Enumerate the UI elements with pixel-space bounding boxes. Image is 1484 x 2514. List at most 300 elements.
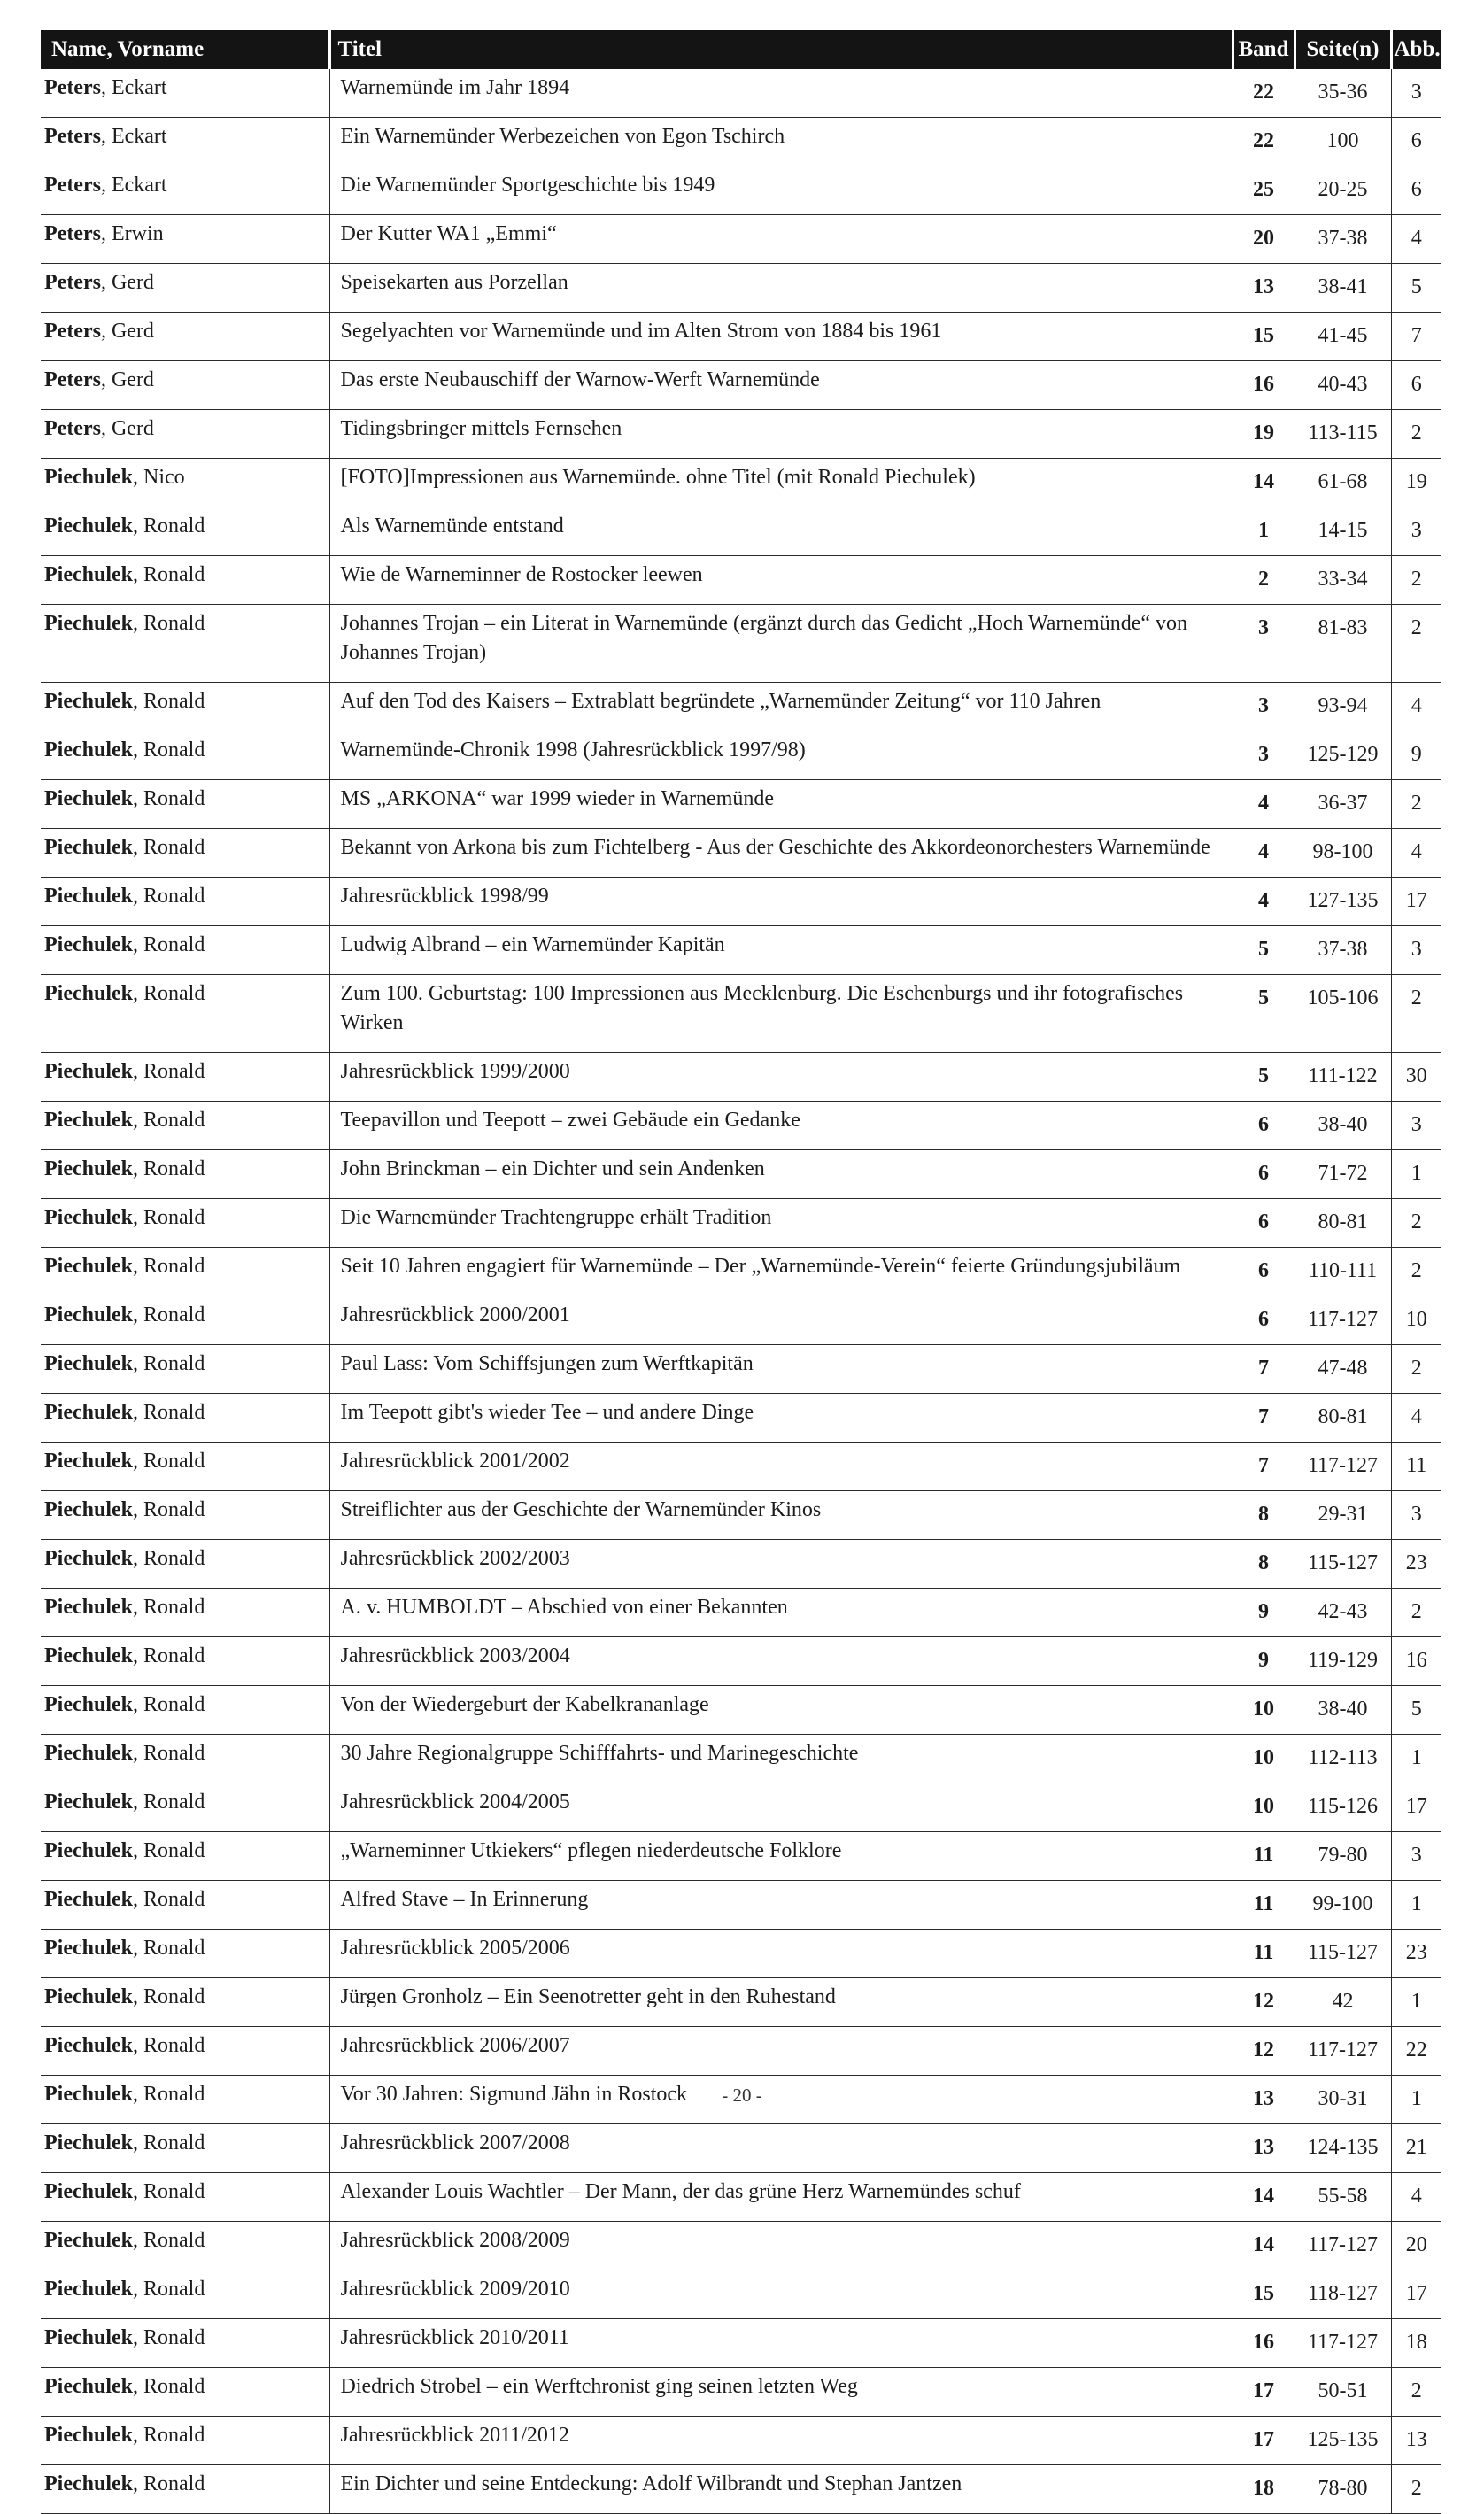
pages-cell: 41-45 xyxy=(1295,313,1391,361)
name-separator: , xyxy=(133,933,143,956)
author-first-name: Ronald xyxy=(143,1450,205,1473)
author-first-name: Ronald xyxy=(143,1157,205,1180)
table-row xyxy=(41,2417,1441,2465)
author-cell xyxy=(41,1345,329,1394)
table-row xyxy=(41,605,1441,683)
band-cell: 13 xyxy=(1233,2124,1295,2173)
figures-cell: 2 xyxy=(1391,975,1441,1053)
author-last-name: Piechulek xyxy=(44,1109,133,1132)
author-first-name: Ronald xyxy=(143,836,205,859)
band-cell: 25 xyxy=(1233,166,1295,215)
title-cell: Vor 30 Jahren: Sigmund Jähn in Rostock xyxy=(329,2076,1233,2124)
band-cell: 9 xyxy=(1233,1637,1295,1686)
pages-cell: 20-25 xyxy=(1295,166,1391,215)
name-separator: , xyxy=(133,514,143,538)
author-last-name: Piechulek xyxy=(44,2326,133,2349)
figures-cell: 3 xyxy=(1391,1832,1441,1881)
author-first-name: Erwin xyxy=(111,222,164,245)
author-first-name: Ronald xyxy=(143,563,205,586)
band-cell: 4 xyxy=(1233,829,1295,878)
table-row xyxy=(41,69,1441,118)
author-last-name: Peters xyxy=(44,368,101,391)
band-cell: 17 xyxy=(1233,2417,1295,2465)
name-separator: , xyxy=(133,1498,143,1521)
table-row xyxy=(41,975,1441,1053)
figures-cell: 11 xyxy=(1391,1443,1441,1491)
figures-cell: 2 xyxy=(1391,410,1441,459)
author-cell xyxy=(41,1053,329,1102)
title-cell: Jahresrückblick 2008/2009 xyxy=(329,2222,1233,2270)
author-cell xyxy=(41,2270,329,2319)
name-separator: , xyxy=(133,1791,143,1814)
pages-cell: 42 xyxy=(1295,1978,1391,2027)
author-last-name: Piechulek xyxy=(44,1888,133,1911)
title-cell: Jahresrückblick 2003/2004 xyxy=(329,1637,1233,1686)
author-cell xyxy=(41,1589,329,1637)
figures-cell: 2 xyxy=(1391,780,1441,829)
author-last-name: Piechulek xyxy=(44,1060,133,1083)
title-cell: Jahresrückblick 2009/2010 xyxy=(329,2270,1233,2319)
figures-cell: 2 xyxy=(1391,1345,1441,1394)
band-cell: 14 xyxy=(1233,2173,1295,2222)
table-row xyxy=(41,780,1441,829)
pages-cell: 115-127 xyxy=(1295,1540,1391,1589)
band-cell: 17 xyxy=(1233,2368,1295,2417)
title-cell: MS „ARKONA“ war 1999 wieder in Warnemünde xyxy=(329,780,1233,829)
pages-cell: 93-94 xyxy=(1295,683,1391,731)
author-first-name: Ronald xyxy=(143,1255,205,1278)
author-cell xyxy=(41,1248,329,1296)
band-cell: 20 xyxy=(1233,215,1295,264)
author-cell xyxy=(41,166,329,215)
pages-cell: 37-38 xyxy=(1295,215,1391,264)
author-cell xyxy=(41,780,329,829)
author-last-name: Peters xyxy=(44,76,101,99)
band-cell: 8 xyxy=(1233,1491,1295,1540)
author-first-name: Gerd xyxy=(111,417,154,440)
title-cell: Seit 10 Jahren engagiert für Warnemünde – Der „Warnemünde-Verein“ feierte Gründungsjubiläum xyxy=(329,1248,1233,1296)
author-first-name: Ronald xyxy=(143,612,205,635)
table-row xyxy=(41,1540,1441,1589)
table-row xyxy=(41,731,1441,780)
figures-cell: 1 xyxy=(1391,2076,1441,2124)
band-cell: 10 xyxy=(1233,1735,1295,1783)
author-cell xyxy=(41,410,329,459)
author-cell xyxy=(41,1637,329,1686)
title-cell: Jahresrückblick 2000/2001 xyxy=(329,1296,1233,1345)
author-cell xyxy=(41,2222,329,2270)
table-row xyxy=(41,1978,1441,2027)
name-separator: , xyxy=(133,2229,143,2252)
band-cell: 16 xyxy=(1233,2319,1295,2368)
table-row xyxy=(41,683,1441,731)
name-separator: , xyxy=(133,2375,143,2398)
figures-cell: 17 xyxy=(1391,1783,1441,1832)
name-separator: , xyxy=(133,787,143,810)
author-cell xyxy=(41,1783,329,1832)
band-cell: 5 xyxy=(1233,1053,1295,1102)
author-cell xyxy=(41,2124,329,2173)
name-separator: , xyxy=(133,1839,143,1862)
table-row xyxy=(41,1443,1441,1491)
title-cell: Segelyachten vor Warnemünde und im Alten Strom von 1884 bis 1961 xyxy=(329,313,1233,361)
pages-cell: 35-36 xyxy=(1295,69,1391,118)
author-first-name: Ronald xyxy=(143,787,205,810)
author-last-name: Piechulek xyxy=(44,2083,133,2106)
pages-cell: 125-135 xyxy=(1295,2417,1391,2465)
figures-cell: 4 xyxy=(1391,683,1441,731)
author-cell xyxy=(41,1978,329,2027)
author-cell xyxy=(41,1881,329,1930)
author-first-name: Ronald xyxy=(143,1547,205,1570)
author-first-name: Ronald xyxy=(143,514,205,538)
author-cell xyxy=(41,2417,329,2465)
author-cell xyxy=(41,1686,329,1735)
pages-cell: 40-43 xyxy=(1295,361,1391,410)
title-cell: Jahresrückblick 2005/2006 xyxy=(329,1930,1233,1978)
title-cell: Speisekarten aus Porzellan xyxy=(329,264,1233,313)
title-cell: Jahresrückblick 2004/2005 xyxy=(329,1783,1233,1832)
author-first-name: Ronald xyxy=(143,1596,205,1619)
author-cell xyxy=(41,1296,329,1345)
author-last-name: Piechulek xyxy=(44,933,133,956)
table-row xyxy=(41,1150,1441,1199)
title-cell: Teepavillon und Teepott – zwei Gebäude ein Gedanke xyxy=(329,1102,1233,1150)
author-cell xyxy=(41,1930,329,1978)
figures-cell: 4 xyxy=(1391,215,1441,264)
pages-cell: 112-113 xyxy=(1295,1735,1391,1783)
table-row xyxy=(41,264,1441,313)
name-separator: , xyxy=(100,417,112,440)
figures-cell: 3 xyxy=(1391,69,1441,118)
name-separator: , xyxy=(133,2034,143,2057)
author-cell xyxy=(41,313,329,361)
figures-cell: 17 xyxy=(1391,2270,1441,2319)
band-cell: 1 xyxy=(1233,507,1295,556)
author-cell xyxy=(41,1150,329,1199)
table-row xyxy=(41,459,1441,507)
author-last-name: Peters xyxy=(44,174,101,197)
figures-cell: 13 xyxy=(1391,2417,1441,2465)
author-cell xyxy=(41,1102,329,1150)
band-cell: 3 xyxy=(1233,731,1295,780)
name-separator: , xyxy=(133,1352,143,1375)
author-cell xyxy=(41,1443,329,1491)
table-row xyxy=(41,1637,1441,1686)
header-figures: Abb. xyxy=(1391,30,1441,69)
band-cell: 4 xyxy=(1233,878,1295,926)
author-cell xyxy=(41,829,329,878)
name-separator: , xyxy=(133,1888,143,1911)
name-separator: , xyxy=(133,1303,143,1327)
pages-cell: 117-127 xyxy=(1295,2222,1391,2270)
band-cell: 8 xyxy=(1233,1540,1295,1589)
author-cell xyxy=(41,69,329,118)
band-cell: 5 xyxy=(1233,926,1295,975)
pages-cell: 38-40 xyxy=(1295,1102,1391,1150)
name-separator: , xyxy=(133,2131,143,2154)
name-separator: , xyxy=(100,76,112,99)
title-cell: Alexander Louis Wachtler – Der Mann, der das grüne Herz Warnemündes schuf xyxy=(329,2173,1233,2222)
band-cell: 6 xyxy=(1233,1199,1295,1248)
pages-cell: 78-80 xyxy=(1295,2465,1391,2514)
title-cell: 30 Jahre Regionalgruppe Schifffahrts- und Marinegeschichte xyxy=(329,1735,1233,1783)
author-last-name: Piechulek xyxy=(44,2375,133,2398)
author-first-name: Eckart xyxy=(111,76,167,99)
pages-cell: 111-122 xyxy=(1295,1053,1391,1102)
title-cell: Zum 100. Geburtstag: 100 Impressionen aus Mecklenburg. Die Eschenburgs und ihr fotografisches Wirken xyxy=(329,975,1233,1053)
table-row xyxy=(41,556,1441,605)
figures-cell: 1 xyxy=(1391,1881,1441,1930)
name-separator: , xyxy=(133,2180,143,2203)
band-cell: 14 xyxy=(1233,2222,1295,2270)
author-cell xyxy=(41,264,329,313)
author-first-name: Ronald xyxy=(143,1985,205,2008)
figures-cell: 2 xyxy=(1391,605,1441,683)
author-first-name: Ronald xyxy=(143,2326,205,2349)
author-last-name: Piechulek xyxy=(44,1644,133,1667)
name-separator: , xyxy=(133,1596,143,1619)
author-first-name: Ronald xyxy=(143,1888,205,1911)
author-cell xyxy=(41,507,329,556)
band-cell: 2 xyxy=(1233,556,1295,605)
author-first-name: Ronald xyxy=(143,1839,205,1862)
figures-cell: 3 xyxy=(1391,1102,1441,1150)
author-last-name: Piechulek xyxy=(44,2424,133,2447)
name-separator: , xyxy=(133,1450,143,1473)
author-last-name: Piechulek xyxy=(44,1255,133,1278)
pages-cell: 38-41 xyxy=(1295,264,1391,313)
figures-cell: 21 xyxy=(1391,2124,1441,2173)
name-separator: , xyxy=(100,320,112,343)
title-cell: [FOTO]Impressionen aus Warnemünde. ohne Titel (mit Ronald Piechulek) xyxy=(329,459,1233,507)
table-header xyxy=(41,30,1441,69)
table-row xyxy=(41,1296,1441,1345)
figures-cell: 1 xyxy=(1391,1735,1441,1783)
author-last-name: Piechulek xyxy=(44,1352,133,1375)
title-cell: Jürgen Gronholz – Ein Seenotretter geht in den Ruhestand xyxy=(329,1978,1233,2027)
author-cell xyxy=(41,1832,329,1881)
figures-cell: 4 xyxy=(1391,1394,1441,1443)
band-cell: 22 xyxy=(1233,69,1295,118)
band-cell: 18 xyxy=(1233,2465,1295,2514)
pages-cell: 29-31 xyxy=(1295,1491,1391,1540)
title-cell: Tidingsbringer mittels Fernsehen xyxy=(329,410,1233,459)
author-first-name: Ronald xyxy=(143,2229,205,2252)
table-row xyxy=(41,118,1441,166)
figures-cell: 5 xyxy=(1391,264,1441,313)
title-cell: Paul Lass: Vom Schiffsjungen zum Werftkapitän xyxy=(329,1345,1233,1394)
author-last-name: Piechulek xyxy=(44,1985,133,2008)
figures-cell: 3 xyxy=(1391,1491,1441,1540)
name-separator: , xyxy=(100,368,112,391)
author-last-name: Piechulek xyxy=(44,563,133,586)
figures-cell: 22 xyxy=(1391,2027,1441,2076)
figures-cell: 3 xyxy=(1391,507,1441,556)
pages-cell: 80-81 xyxy=(1295,1394,1391,1443)
pages-cell: 98-100 xyxy=(1295,829,1391,878)
name-separator: , xyxy=(133,466,143,489)
author-first-name: Ronald xyxy=(143,1109,205,1132)
table-row xyxy=(41,507,1441,556)
title-cell: Die Warnemünder Sportgeschichte bis 1949 xyxy=(329,166,1233,215)
author-cell xyxy=(41,731,329,780)
figures-cell: 4 xyxy=(1391,829,1441,878)
band-cell: 6 xyxy=(1233,1296,1295,1345)
name-separator: , xyxy=(133,690,143,713)
band-cell: 13 xyxy=(1233,264,1295,313)
figures-cell: 18 xyxy=(1391,2319,1441,2368)
table-row xyxy=(41,2222,1441,2270)
author-last-name: Piechulek xyxy=(44,1547,133,1570)
author-cell xyxy=(41,215,329,264)
author-cell xyxy=(41,1199,329,1248)
name-separator: , xyxy=(133,1109,143,1132)
figures-cell: 2 xyxy=(1391,2465,1441,2514)
author-cell xyxy=(41,683,329,731)
band-cell: 6 xyxy=(1233,1102,1295,1150)
title-cell: Jahresrückblick 2002/2003 xyxy=(329,1540,1233,1589)
author-cell xyxy=(41,459,329,507)
pages-cell: 110-111 xyxy=(1295,1248,1391,1296)
author-last-name: Piechulek xyxy=(44,739,133,762)
band-cell: 13 xyxy=(1233,2076,1295,2124)
author-first-name: Gerd xyxy=(111,271,154,294)
name-separator: , xyxy=(133,1255,143,1278)
index-page xyxy=(41,30,1441,2514)
table-row xyxy=(41,2368,1441,2417)
author-last-name: Peters xyxy=(44,417,101,440)
table-row xyxy=(41,878,1441,926)
title-cell: Der Kutter WA1 „Emmi“ xyxy=(329,215,1233,264)
author-cell xyxy=(41,2319,329,2368)
band-cell: 7 xyxy=(1233,1443,1295,1491)
band-cell: 9 xyxy=(1233,1589,1295,1637)
figures-cell: 2 xyxy=(1391,1248,1441,1296)
table-row xyxy=(41,1589,1441,1637)
author-first-name: Ronald xyxy=(143,1742,205,1765)
band-cell: 15 xyxy=(1233,313,1295,361)
author-last-name: Peters xyxy=(44,271,101,294)
author-last-name: Piechulek xyxy=(44,1157,133,1180)
title-cell: „Warneminner Utkiekers“ pflegen niederdeutsche Folklore xyxy=(329,1832,1233,1881)
author-last-name: Piechulek xyxy=(44,836,133,859)
title-cell: Ein Dichter und seine Entdeckung: Adolf Wilbrandt und Stephan Jantzen xyxy=(329,2465,1233,2514)
header-pages: Seite(n) xyxy=(1295,30,1391,69)
pages-cell: 79-80 xyxy=(1295,1832,1391,1881)
table-row xyxy=(41,1783,1441,1832)
header-band: Band xyxy=(1233,30,1295,69)
table-row xyxy=(41,1199,1441,1248)
title-cell: Jahresrückblick 2006/2007 xyxy=(329,2027,1233,2076)
author-first-name: Nico xyxy=(143,466,185,489)
author-first-name: Eckart xyxy=(111,125,167,148)
author-first-name: Ronald xyxy=(143,1401,205,1424)
author-last-name: Piechulek xyxy=(44,1742,133,1765)
author-last-name: Piechulek xyxy=(44,2180,133,2203)
pages-cell: 47-48 xyxy=(1295,1345,1391,1394)
author-last-name: Peters xyxy=(44,320,101,343)
figures-cell: 4 xyxy=(1391,2173,1441,2222)
name-separator: , xyxy=(133,1693,143,1716)
author-last-name: Piechulek xyxy=(44,1791,133,1814)
author-last-name: Piechulek xyxy=(44,1498,133,1521)
title-cell: Jahresrückblick 2001/2002 xyxy=(329,1443,1233,1491)
author-first-name: Ronald xyxy=(143,1644,205,1667)
table-row xyxy=(41,410,1441,459)
pages-cell: 127-135 xyxy=(1295,878,1391,926)
author-last-name: Piechulek xyxy=(44,1596,133,1619)
name-separator: , xyxy=(133,1401,143,1424)
table-row xyxy=(41,313,1441,361)
table-row xyxy=(41,1491,1441,1540)
author-last-name: Piechulek xyxy=(44,787,133,810)
author-cell xyxy=(41,2368,329,2417)
table-row xyxy=(41,1930,1441,1978)
title-cell: Jahresrückblick 1998/99 xyxy=(329,878,1233,926)
title-cell: Als Warnemünde entstand xyxy=(329,507,1233,556)
title-cell: Von der Wiedergeburt der Kabelkrananlage xyxy=(329,1686,1233,1735)
table-row xyxy=(41,829,1441,878)
author-first-name: Ronald xyxy=(143,739,205,762)
band-cell: 6 xyxy=(1233,1150,1295,1199)
author-cell xyxy=(41,2027,329,2076)
figures-cell: 16 xyxy=(1391,1637,1441,1686)
author-cell xyxy=(41,118,329,166)
title-cell: Alfred Stave – In Erinnerung xyxy=(329,1881,1233,1930)
name-separator: , xyxy=(133,1742,143,1765)
author-first-name: Ronald xyxy=(143,1352,205,1375)
table-row xyxy=(41,1248,1441,1296)
author-last-name: Peters xyxy=(44,222,101,245)
author-first-name: Ronald xyxy=(143,2083,205,2106)
band-cell: 19 xyxy=(1233,410,1295,459)
pages-cell: 38-40 xyxy=(1295,1686,1391,1735)
band-cell: 4 xyxy=(1233,780,1295,829)
name-separator: , xyxy=(133,1547,143,1570)
author-last-name: Piechulek xyxy=(44,1450,133,1473)
title-cell: Streiflichter aus der Geschichte der Warnemünder Kinos xyxy=(329,1491,1233,1540)
author-cell xyxy=(41,1394,329,1443)
band-cell: 10 xyxy=(1233,1686,1295,1735)
author-cell xyxy=(41,1491,329,1540)
table-body xyxy=(41,69,1441,2514)
figures-cell: 2 xyxy=(1391,556,1441,605)
pages-cell: 118-127 xyxy=(1295,2270,1391,2319)
author-last-name: Piechulek xyxy=(44,466,133,489)
figures-cell: 19 xyxy=(1391,459,1441,507)
name-separator: , xyxy=(133,982,143,1005)
figures-cell: 20 xyxy=(1391,2222,1441,2270)
author-cell xyxy=(41,1735,329,1783)
author-first-name: Ronald xyxy=(143,2278,205,2301)
table-row xyxy=(41,2027,1441,2076)
author-first-name: Ronald xyxy=(143,2375,205,2398)
author-last-name: Piechulek xyxy=(44,2229,133,2252)
figures-cell: 17 xyxy=(1391,878,1441,926)
table-row xyxy=(41,1345,1441,1394)
author-first-name: Ronald xyxy=(143,933,205,956)
title-cell: Jahresrückblick 2007/2008 xyxy=(329,2124,1233,2173)
author-first-name: Ronald xyxy=(143,2472,205,2495)
author-last-name: Piechulek xyxy=(44,1401,133,1424)
band-cell: 11 xyxy=(1233,1930,1295,1978)
figures-cell: 30 xyxy=(1391,1053,1441,1102)
band-cell: 7 xyxy=(1233,1345,1295,1394)
author-last-name: Piechulek xyxy=(44,1937,133,1960)
name-separator: , xyxy=(100,125,112,148)
band-cell: 15 xyxy=(1233,2270,1295,2319)
